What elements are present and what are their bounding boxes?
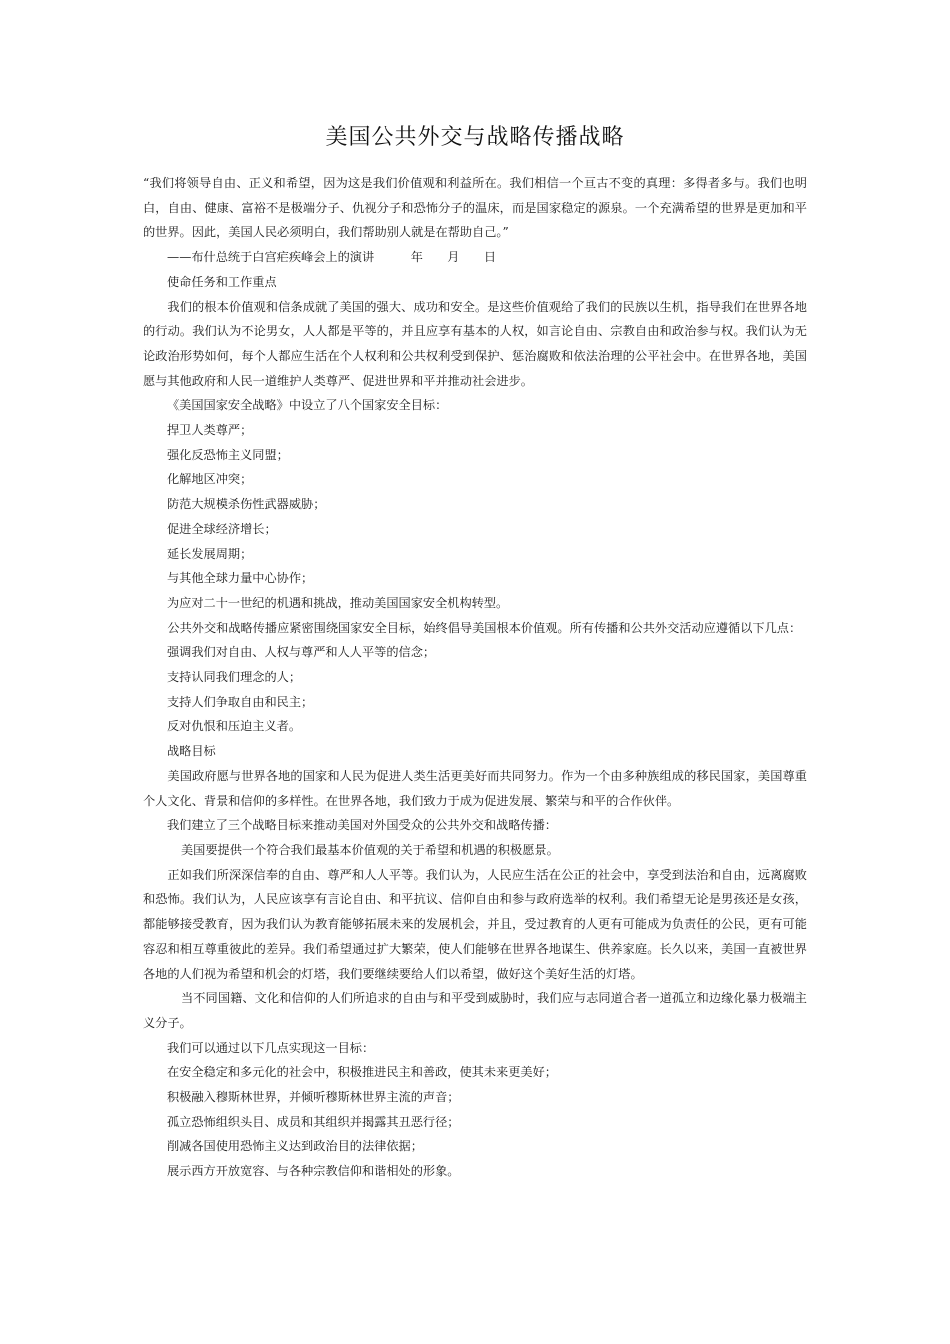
- list-item: 强调我们对自由、人权与尊严和人人平等的信念；: [167, 645, 436, 660]
- paragraph: 美国政府愿与世界各地的国家和人民为促进人类生活更美好而共同努力。作为一个由多种族组成的移民国家，美国尊重个人文化、背景和信仰的多样性。在世界各地，我们致力于成为促进发展、繁荣与和平的合作伙伴。: [143, 768, 807, 808]
- list-item: 延长发展周期；: [167, 546, 253, 561]
- paragraph-quote: “我们将领导自由、正义和希望，因为这是我们价值观和利益所在。我们相信一个亘古不变的真理：多得者多与。我们也明白，自由、健康、富裕不是极端分子、仇视分子和恐怖分子的温床，而是国家稳定的源泉。一个充满希望的世界是更加和平的世界。因此，美国人民必须明白，我们帮助别人就是在帮助自己。”: [143, 176, 807, 240]
- paragraph: 我们的根本价值观和信条成就了美国的强大、成功和安全。是这些价值观给了我们的民族以生机，指导我们在世界各地的行动。我们认为不论男女，人人都是平等的，并且应享有基本的人权，如言论自由、宗教自由和政治参与权。我们认为无论政治形势如何，每个人都应生活在个人权利和公共权利受到保护、惩治腐败和依法治理的公平社会中。在世界各地，美国愿与其他政府和人民一道维护人类尊严、促进世界和平并推动社会进步。: [143, 299, 807, 388]
- paragraph: 公共外交和战略传播应紧密围绕国家安全目标，始终倡导美国根本价值观。所有传播和公共外交活动应遵循以下几点：: [167, 620, 802, 635]
- paragraph-attribution: ——布什总统于白宫疟疾峰会上的演讲 年 月 日: [167, 250, 497, 265]
- paragraph: 我们建立了三个战略目标来推动美国对外国受众的公共外交和战略传播：: [167, 818, 557, 833]
- list-item: 强化反恐怖主义同盟；: [167, 447, 289, 462]
- list-item: 为应对二十一世纪的机遇和挑战，推动美国国家安全机构转型。: [167, 595, 509, 610]
- paragraph: 正如我们所深深信奉的自由、尊严和人人平等。我们认为，人民应生活在公正的社会中，享受到法治和自由，远离腐败和恐怖。我们认为，人民应该享有言论自由、和平抗议、信仰自由和参与政府选举的权利。我们希望无论是男孩还是女孩，都能够接受教育，因为我们认为教育能够拓展未来的发展机会，并且，受过教育的人更有可能成为负责任的公民，更有可能容忍和相互尊重彼此的差异。我们希望通过扩大繁荣，使人们能够在世界各地谋生、供养家庭。长久以来，美国一直被世界各地的人们视为希望和机会的灯塔，我们要继续要给人们以希望，做好这个美好生活的灯塔。: [143, 867, 807, 981]
- goal-statement: 美国要提供一个符合我们最基本价值观的关于希望和机遇的积极愿景。: [181, 842, 559, 857]
- list-item: 支持人们争取自由和民主；: [167, 694, 314, 709]
- paragraph: 我们可以通过以下几点实现这一目标：: [167, 1040, 375, 1055]
- list-item: 支持认同我们理念的人；: [167, 670, 302, 685]
- list-item: 防范大规模杀伤性武器威胁；: [167, 497, 326, 512]
- section-heading-mission: 使命任务和工作重点: [167, 274, 277, 289]
- goal-statement: 当不同国籍、文化和信仰的人们所追求的自由与和平受到威胁时，我们应与志同道合者一道孤立和边缘化暴力极端主义分子。: [143, 991, 807, 1030]
- list-item: 削减各国使用恐怖主义达到政治目的法律依据；: [167, 1139, 423, 1154]
- list-item: 在安全稳定和多元化的社会中，积极推进民主和善政，使其未来更美好；: [167, 1065, 557, 1080]
- list-item: 与其他全球力量中心协作；: [167, 571, 314, 586]
- list-item: 促进全球经济增长；: [167, 521, 277, 536]
- list-item: 积极融入穆斯林世界，并倾听穆斯林世界主流的声音；: [167, 1090, 460, 1105]
- list-item: 捍卫人类尊严；: [167, 423, 253, 438]
- document-title: 美国公共外交与战略传播战略: [325, 125, 625, 150]
- list-item: 反对仇恨和压迫主义者。: [167, 719, 302, 734]
- section-heading-strategic-goals: 战略目标: [167, 744, 216, 759]
- list-item: 展示西方开放宽容、与各种宗教信仰和谐相处的形象。: [167, 1164, 460, 1179]
- paragraph: 《美国国家安全战略》中设立了八个国家安全目标：: [167, 398, 448, 413]
- list-item: 孤立恐怖组织头目、成员和其组织并揭露其丑恶行径；: [167, 1114, 460, 1129]
- document-body: [143, 171, 807, 1184]
- list-item: 化解地区冲突；: [167, 472, 253, 487]
